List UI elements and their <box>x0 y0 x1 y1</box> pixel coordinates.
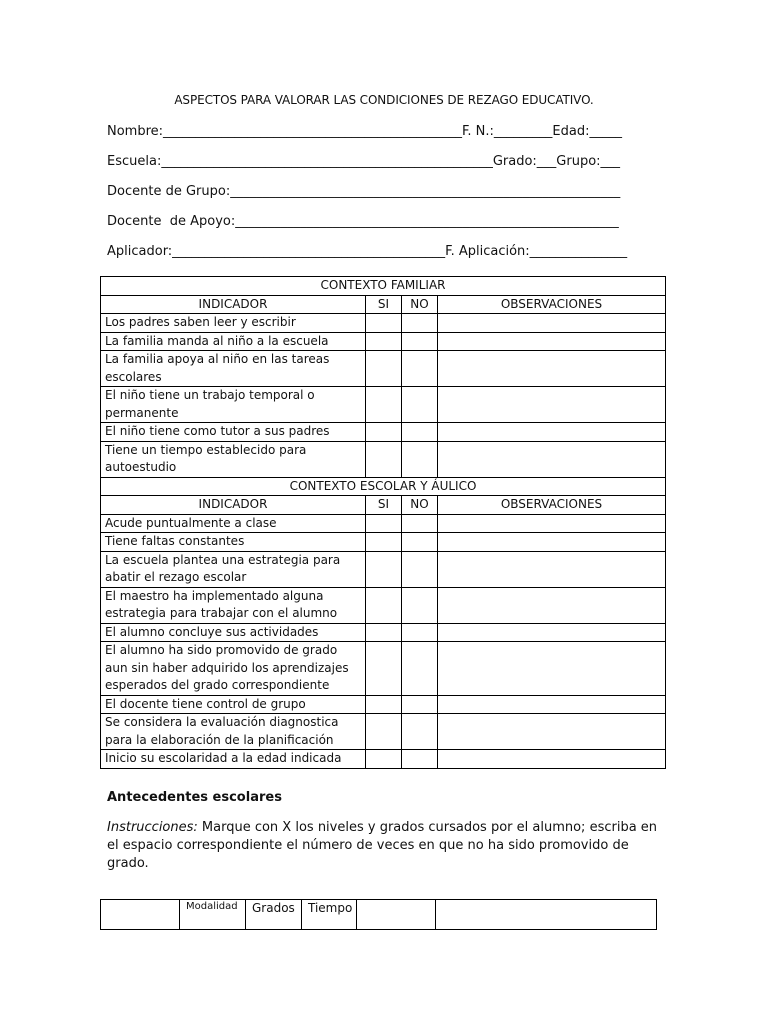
si-cell[interactable] <box>366 314 402 333</box>
table-row <box>101 551 666 587</box>
antecedentes-col-5 <box>436 900 657 930</box>
indicator-text: El alumno ha sido promovido de grado aun sin haber adquirido los aprendizajes esperados del grado correspondiente <box>101 642 366 696</box>
section-title-row <box>101 277 666 296</box>
indicator-text: Los padres saben leer y escribir <box>101 314 366 333</box>
si-cell[interactable] <box>366 423 402 442</box>
table-row <box>101 533 666 552</box>
field-escuela: Escuela:___________________________________________________Grado:___Grupo:___ <box>107 154 621 169</box>
indicator-text: La familia apoya al niño en las tareas escolares <box>101 351 366 387</box>
observaciones-cell[interactable] <box>438 750 666 769</box>
observaciones-cell[interactable] <box>438 642 666 696</box>
si-cell[interactable] <box>366 623 402 642</box>
si-cell[interactable] <box>366 551 402 587</box>
si-cell[interactable] <box>366 351 402 387</box>
table-row <box>101 714 666 750</box>
observaciones-cell[interactable] <box>438 314 666 333</box>
si-cell[interactable] <box>366 642 402 696</box>
column-header-row <box>101 295 666 314</box>
no-cell[interactable] <box>402 551 438 587</box>
observaciones-cell[interactable] <box>438 423 666 442</box>
observaciones-cell[interactable] <box>438 351 666 387</box>
header-no: NO <box>402 496 438 515</box>
header-indicador: INDICADOR <box>101 295 366 314</box>
indicator-text: El maestro ha implementado alguna estrategia para trabajar con el alumno <box>101 587 366 623</box>
si-cell[interactable] <box>366 332 402 351</box>
observaciones-cell[interactable] <box>438 623 666 642</box>
table-row <box>101 351 666 387</box>
indicator-text: Tiene faltas constantes <box>101 533 366 552</box>
indicator-text: El docente tiene control de grupo <box>101 695 366 714</box>
no-cell[interactable] <box>402 623 438 642</box>
si-cell[interactable] <box>366 750 402 769</box>
antecedentes-header-row <box>101 900 657 930</box>
antecedentes-col-modalidad: Modalidad <box>180 900 246 930</box>
observaciones-cell[interactable] <box>438 441 666 477</box>
indicator-text: La escuela plantea una estrategia para abatir el rezago escolar <box>101 551 366 587</box>
antecedentes-col-tiempo: Tiempo <box>302 900 357 930</box>
table-row <box>101 387 666 423</box>
si-cell[interactable] <box>366 533 402 552</box>
si-cell[interactable] <box>366 714 402 750</box>
section-title-row <box>101 477 666 496</box>
observaciones-cell[interactable] <box>438 514 666 533</box>
no-cell[interactable] <box>402 642 438 696</box>
field-docente-grupo: Docente de Grupo:____________________________________________________________ <box>107 184 621 199</box>
antecedentes-title: Antecedentes escolares <box>107 790 282 805</box>
observaciones-cell[interactable] <box>438 587 666 623</box>
no-cell[interactable] <box>402 533 438 552</box>
antecedentes-col-0 <box>101 900 180 930</box>
si-cell[interactable] <box>366 587 402 623</box>
column-header-row <box>101 496 666 515</box>
indicator-text: El alumno concluye sus actividades <box>101 623 366 642</box>
header-si: SI <box>366 295 402 314</box>
table-row <box>101 441 666 477</box>
table-row <box>101 750 666 769</box>
table-row <box>101 642 666 696</box>
no-cell[interactable] <box>402 514 438 533</box>
instructions-label: Instrucciones: <box>107 820 198 835</box>
field-docente-apoyo: Docente de Apoyo:___________________________________________________________ <box>107 214 619 229</box>
observaciones-cell[interactable] <box>438 387 666 423</box>
observaciones-cell[interactable] <box>438 714 666 750</box>
antecedentes-col-grados: Grados <box>246 900 302 930</box>
page-title: ASPECTOS PARA VALORAR LAS CONDICIONES DE REZAGO EDUCATIVO. <box>174 93 594 107</box>
instructions <box>107 819 667 873</box>
indicator-text: El niño tiene como tutor a sus padres <box>101 423 366 442</box>
no-cell[interactable] <box>402 332 438 351</box>
header-observaciones: OBSERVACIONES <box>438 496 666 515</box>
no-cell[interactable] <box>402 714 438 750</box>
table-row <box>101 423 666 442</box>
si-cell[interactable] <box>366 387 402 423</box>
observaciones-cell[interactable] <box>438 551 666 587</box>
no-cell[interactable] <box>402 695 438 714</box>
table-row <box>101 587 666 623</box>
header-observaciones: OBSERVACIONES <box>438 295 666 314</box>
indicator-text: Tiene un tiempo establecido para autoestudio <box>101 441 366 477</box>
observaciones-cell[interactable] <box>438 695 666 714</box>
si-cell[interactable] <box>366 514 402 533</box>
antecedentes-col-4 <box>357 900 436 930</box>
header-indicador: INDICADOR <box>101 496 366 515</box>
section-title: CONTEXTO FAMILIAR <box>101 277 666 296</box>
no-cell[interactable] <box>402 314 438 333</box>
observaciones-cell[interactable] <box>438 533 666 552</box>
context-table <box>100 276 666 769</box>
no-cell[interactable] <box>402 750 438 769</box>
field-aplicador: Aplicador:__________________________________________F. Aplicación:_______________ <box>107 244 628 259</box>
no-cell[interactable] <box>402 587 438 623</box>
si-cell[interactable] <box>366 441 402 477</box>
instructions-text: Marque con X los niveles y grados cursados por el alumno; escriba en el espacio correspondiente el número de veces en que no ha sido promovido de grado. <box>107 820 658 871</box>
table-row <box>101 695 666 714</box>
no-cell[interactable] <box>402 387 438 423</box>
table-row <box>101 314 666 333</box>
table-row <box>101 332 666 351</box>
indicator-text: El niño tiene un trabajo temporal o permanente <box>101 387 366 423</box>
no-cell[interactable] <box>402 423 438 442</box>
section-title: CONTEXTO ESCOLAR Y ÁULICO <box>101 477 666 496</box>
table-row <box>101 623 666 642</box>
indicator-text: Acude puntualmente a clase <box>101 514 366 533</box>
indicator-text: Se considera la evaluación diagnostica para la elaboración de la planificación <box>101 714 366 750</box>
observaciones-cell[interactable] <box>438 332 666 351</box>
table-row <box>101 514 666 533</box>
si-cell[interactable] <box>366 695 402 714</box>
no-cell[interactable] <box>402 351 438 387</box>
indicator-text: La familia manda al niño a la escuela <box>101 332 366 351</box>
field-nombre: Nombre:______________________________________________F. N.:_________Edad:_____ <box>107 124 622 139</box>
indicator-text: Inicio su escolaridad a la edad indicada <box>101 750 366 769</box>
no-cell[interactable] <box>402 441 438 477</box>
antecedentes-table <box>100 899 657 930</box>
header-no: NO <box>402 295 438 314</box>
header-si: SI <box>366 496 402 515</box>
